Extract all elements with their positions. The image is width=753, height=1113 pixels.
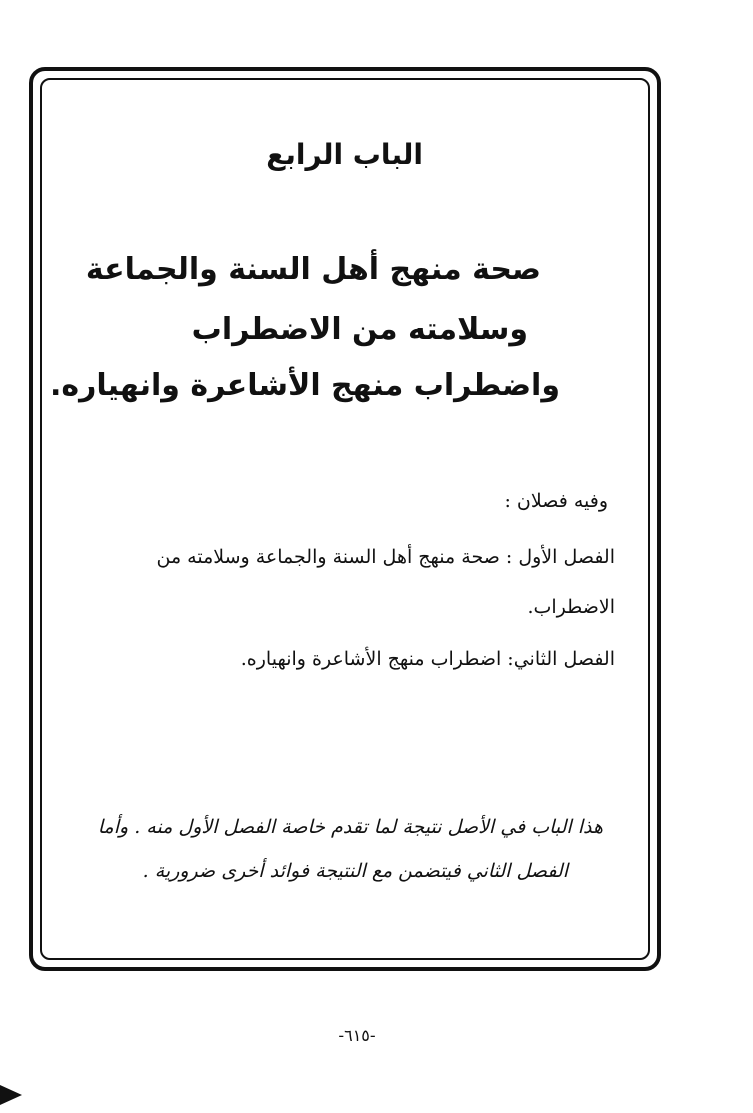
chapter-1-line-1: الفصل الأول : صحة منهج أهل السنة والجماعة وسلامته من	[156, 546, 615, 568]
page-number: -٦١٥-	[338, 1026, 376, 1045]
heading-line-2: وسلامته من الاضطراب	[191, 312, 528, 347]
note-line-1: هذا الباب في الأصل نتيجة لما تقدم خاصة الفصل الأول منه . وأما	[97, 816, 603, 838]
chapter-2-line: الفصل الثاني: اضطراب منهج الأشاعرة وانهياره.	[240, 648, 615, 670]
corner-arrow-icon	[0, 1085, 22, 1105]
heading-line-3: واضطراب منهج الأشاعرة وانهياره.	[50, 368, 560, 403]
heading-line-1: صحة منهج أهل السنة والجماعة	[85, 252, 541, 287]
note-line-2: الفصل الثاني فيتضمن مع النتيجة فوائد أخرى ضرورية .	[142, 860, 568, 882]
chapter-title: الباب الرابع	[266, 138, 423, 171]
contents-intro: وفيه فصلان :	[504, 490, 608, 512]
chapter-1-line-2: الاضطراب.	[527, 596, 615, 618]
